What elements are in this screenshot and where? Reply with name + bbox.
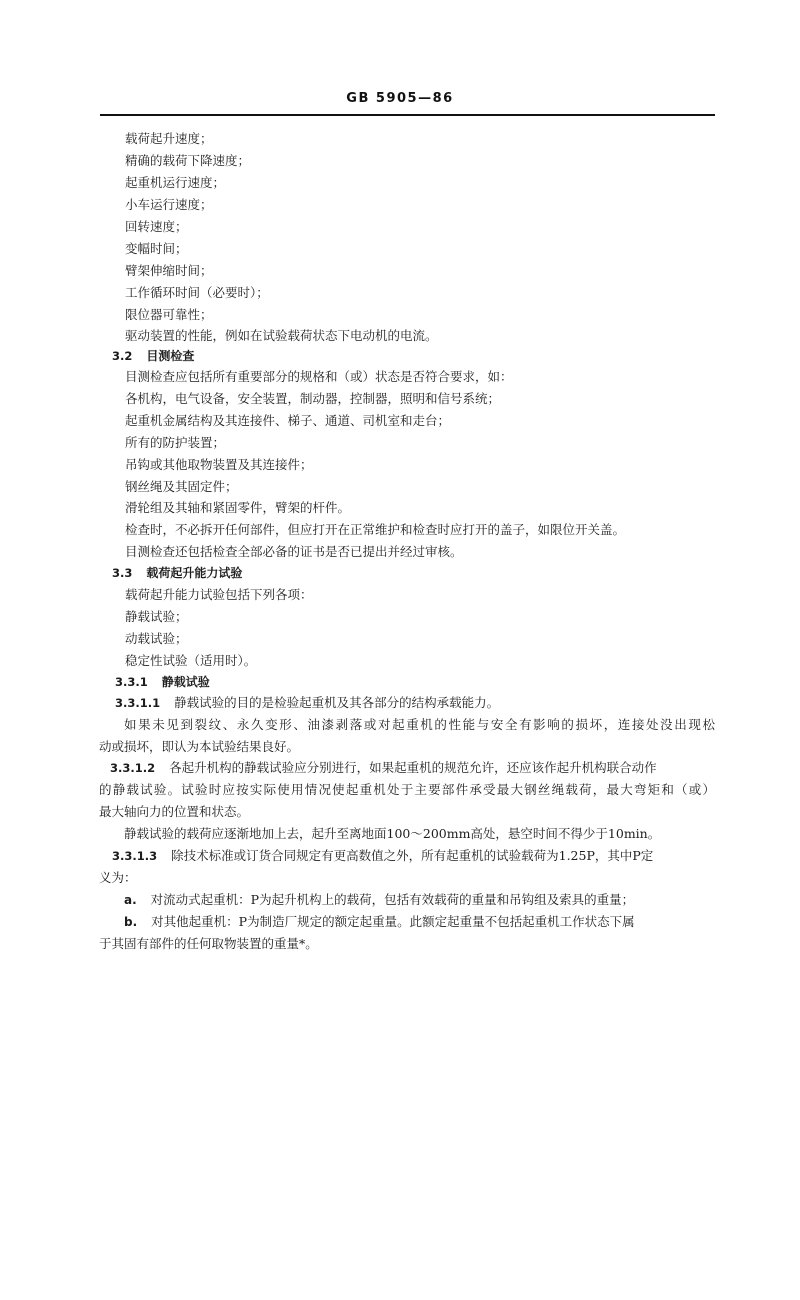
clause-text: 除技术标准或订货合同规定有更高数值之外，所有起重机的试验载荷为1.25P，其中P定 — [171, 848, 654, 863]
section-title: 目测检查 — [146, 349, 195, 363]
clause-3-3-1-3 — [112, 848, 653, 864]
clause-number: 3.3.1.1 — [115, 696, 161, 710]
paragraph-line: 义为： — [99, 870, 137, 885]
section-title: 载荷起升能力试验 — [146, 566, 243, 580]
clause-3-3-1-2 — [110, 760, 715, 776]
clause-text: 各起升机构的静载试验应分别进行，如果起重机的规范允许，还应该作起升机构联合动作 — [169, 760, 657, 775]
list-item-b — [124, 914, 635, 930]
clause-text: 静载试验的目的是检验起重机及其各部分的结构承载能力。 — [174, 695, 500, 710]
list-item-a — [124, 892, 634, 908]
paragraph-line: 目测检查应包括所有重要部分的规格和（或）状态是否符合要求，如： — [125, 369, 513, 384]
section-heading-3-2 — [112, 348, 194, 364]
list-item: 驱动装置的性能，例如在试验载荷状态下电动机的电流。 — [125, 328, 438, 343]
section-heading-3-3-1 — [115, 674, 210, 690]
section-number: 3.3.1 — [115, 675, 148, 689]
paragraph-line: 各机构，电气设备，安全装置，制动器，控制器，照明和信号系统； — [125, 391, 501, 406]
paragraph-line: 静载试验； — [125, 609, 188, 624]
paragraph-line: 于其固有部件的任何取物装置的重量*。 — [99, 936, 318, 951]
item-text: 对其他起重机：P为制造厂规定的额定起重量。此额定起重量不包括起重机工作状态下属 — [151, 914, 635, 929]
paragraph-line: 动载试验； — [125, 631, 188, 646]
paragraph-line: 吊钩或其他取物装置及其连接件； — [125, 457, 313, 472]
paragraph-line: 动或损坏，即认为本试验结果良好。 — [99, 739, 300, 754]
clause-number: 3.3.1.3 — [112, 849, 158, 863]
list-item: 变幅时间； — [125, 241, 188, 256]
paragraph-line: 载荷起升能力试验包括下列各项： — [125, 587, 313, 602]
section-title: 静载试验 — [161, 675, 210, 689]
item-text: 对流动式起重机：P为起升机构上的载荷，包括有效载荷的重量和吊钩组及索具的重量； — [150, 892, 635, 907]
paragraph-line: 稳定性试验（适用时）。 — [125, 653, 257, 668]
paragraph-line: 所有的防护装置； — [125, 435, 226, 450]
list-item: 起重机运行速度； — [125, 175, 226, 190]
list-item: 载荷起升速度； — [125, 131, 213, 146]
clause-number: 3.3.1.2 — [110, 761, 156, 775]
section-number: 3.3 — [112, 566, 133, 580]
paragraph-line: 检查时，不必拆开任何部件，但应打开在正常维护和检查时应打开的盖子，如限位开关盖。 — [125, 522, 626, 537]
paragraph-line: 最大轴向力的位置和状态。 — [99, 804, 250, 819]
paragraph-line: 如果未见到裂纹、永久变形、油漆剥落或对起重机的性能与安全有影响的损坏，连接处没出现松 — [124, 717, 715, 732]
standard-header: GB 5905—86 — [346, 91, 454, 106]
paragraph-line: 静载试验的载荷应逐渐地加上去，起升至离地面100～200mm高处，悬空时间不得少于10min。 — [124, 826, 661, 841]
section-number: 3.2 — [112, 349, 133, 363]
section-heading-3-3 — [112, 565, 242, 581]
paragraph-line: 的静载试验。试验时应按实际使用情况使起重机处于主要部件承受最大钢丝绳载荷，最大弯矩和（或） — [99, 782, 715, 797]
list-item: 工作循环时间（必要时）； — [125, 285, 269, 300]
item-label: a. — [124, 893, 137, 907]
list-item: 小车运行速度； — [125, 197, 213, 212]
paragraph-line: 起重机金属结构及其连接件、梯子、通道、司机室和走台； — [125, 413, 451, 428]
list-item: 回转速度； — [125, 219, 188, 234]
clause-3-3-1-1 — [115, 695, 499, 711]
paragraph-line: 滑轮组及其轴和紧固零件，臂架的杆件。 — [125, 500, 351, 515]
header-rule — [100, 114, 715, 116]
item-label: b. — [124, 915, 138, 929]
paragraph-line: 目测检查还包括检查全部必备的证书是否已提出并经过审核。 — [125, 544, 463, 559]
paragraph-line: 钢丝绳及其固定件； — [125, 479, 238, 494]
list-item: 限位器可靠性； — [125, 307, 213, 322]
list-item: 臂架伸缩时间； — [125, 263, 213, 278]
list-item: 精确的载荷下降速度； — [125, 153, 251, 168]
